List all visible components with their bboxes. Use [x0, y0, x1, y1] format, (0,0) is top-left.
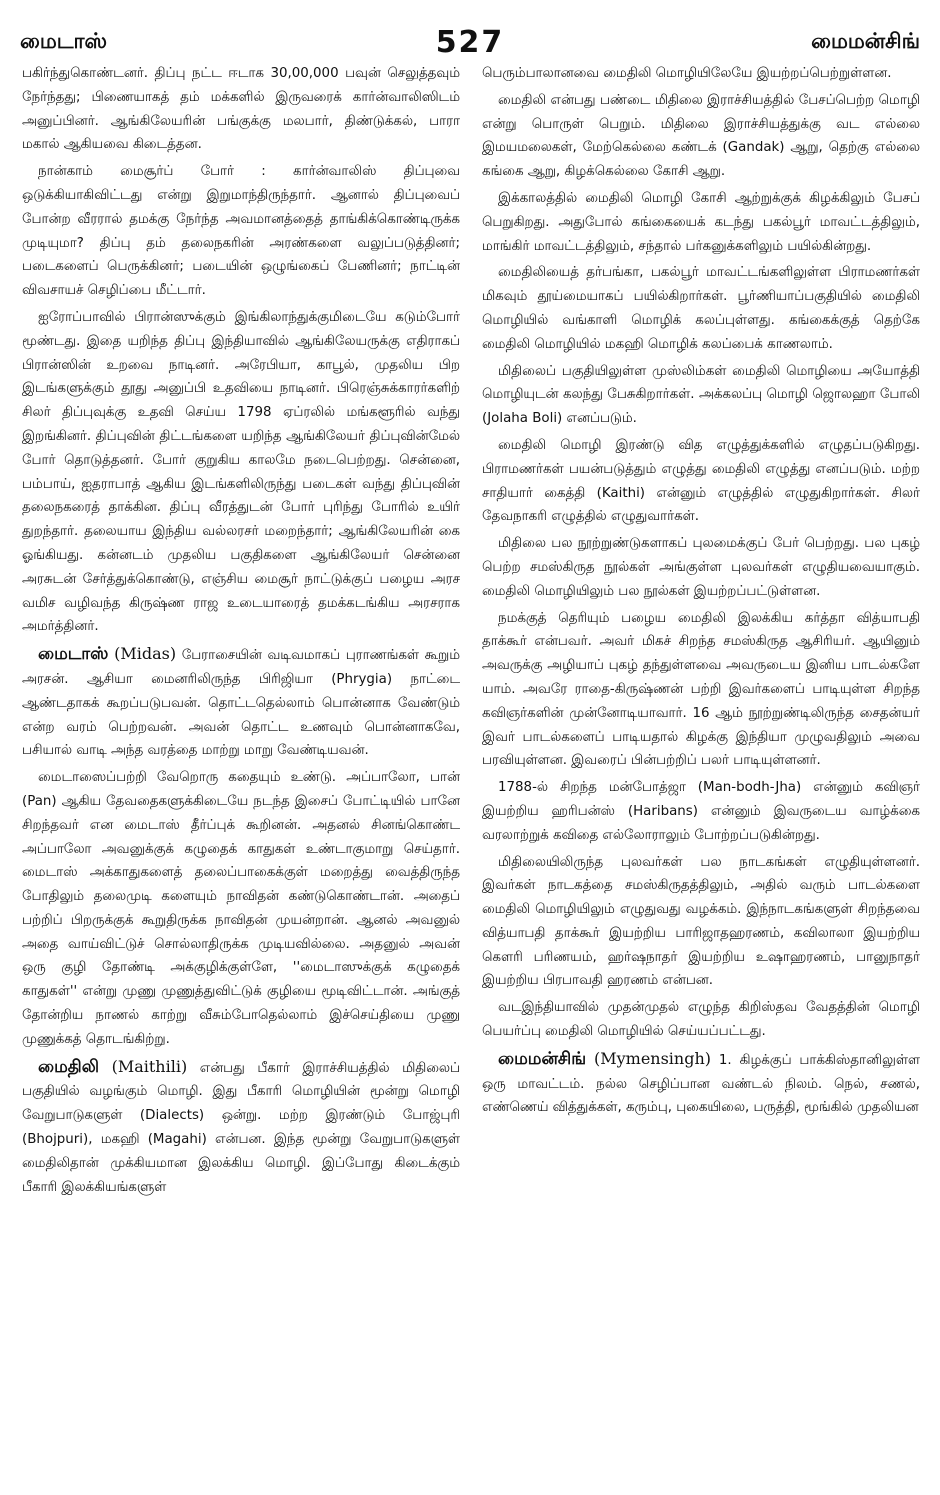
paragraph-text: மைதிலியைத் தர்பங்கா, பகல்பூர் மாவட்டங்களிலுள்ள பிராமணர்கள் மிகவும் தூய்மையாகப் பயில்கிறார்கள். பூர்ணியாப்பகுதியில் மைதிலி மொழியில் வங்காளி மொழிக் கலப்புள்ளது. கங்கைக்குத் தெற்கே மைதிலி மொழியில் மகஹி மொழிக் கலப்பைக் காணலாம்.: [482, 265, 920, 352]
paragraph-text: வடஇந்தியாவில் முதன்முதல் எழுந்த கிறிஸ்தவ வேதத்தின் மொழி பெயர்ப்பு மைதிலி மொழியில் செய்யப்பட்டது.: [482, 1000, 920, 1040]
entry-headword: மைமன்சிங்: [498, 1048, 587, 1069]
paragraph: [482, 532, 920, 603]
paragraph: [22, 306, 460, 639]
paragraph-text: 1788-ல் சிறந்த மன்போத்ஜா (Man-bodh-Jha) என்னும் கவிஞர் இயற்றிய ஹரிபன்ஸ் (Haribans) என்னும் இவருடைய வாழ்க்கை வரலாற்றுக் கவிதை எல்லோராலும் போற்றப்படுகின்றது.: [482, 780, 920, 843]
paragraph: [482, 851, 920, 994]
paragraph-text: மிதிலையிலிருந்த புலவர்கள் பல நாடகங்கள் எழுதியுள்ளனர். இவர்கள் நாடகத்தை சமஸ்கிருதத்திலும், அதில் வரும் பாடல்களை மைதிலி மொழியிலும் எழுதுவது வழக்கம். இந்நாடகங்களுள் சிறந்தவை வித்யாபதி தாக்கூர் இயற்றிய பாரிஜாதஹரணம், கவிலாலா இயற்றிய கௌரி பரிணயம், ஹர்ஷநாதர் இயற்றிய உஷாஹரணம், பானுநாதர் இயற்றிய பிரபாவதி ஹரணம் என்பன.: [482, 854, 920, 989]
paragraph: [482, 607, 920, 774]
entry-paragraph: [22, 1055, 460, 1200]
paragraph: [482, 776, 920, 847]
paragraph: [482, 996, 920, 1044]
paragraph-text: நமக்குத் தெரியும் பழைய மைதிலி இலக்கிய கர்த்தா வித்யாபதி தாக்கூர் என்பவர். அவர் மிகச் சிறந்த சமஸ்கிருத ஆசிரியர். ஆயினும் அவருக்கு அழியாப் புகழ் தந்துள்ளவை அவருடைய இனிய பாடல்களே யாம். அவரே ராதை-கிருஷ்ணன் பற்றி இவர்களைப் பாடியுள்ள சிறந்த கவிஞர்களின் முன்னோடியாவார். 16 ஆம் நூற்றுண்டிலிருந்த சைதன்யர் இவர் பாடல்களைப் பாடியதால் கிழக்கு இந்தியா முழுவதிலும் அவை பரவியுள்ளன. இவரைப் பின்பற்றிப் பலர் பாடியுள்ளனர்.: [482, 610, 920, 769]
paragraph: [482, 360, 920, 431]
paragraph-text: மிதிலை பல நூற்றுண்டுகளாகப் புலமைக்குப் பேர் பெற்றது. பல புகழ் பெற்ற சமஸ்கிருத நூல்கள் அங்குள்ள புலவர்கள் எழுதியவையாகும். மைதிலி மொழியிலும் பல நூல்கள் இயற்றப்பட்டுள்ளன.: [482, 536, 920, 599]
paragraph: [482, 261, 920, 356]
paragraph-text: நான்காம் மைசூர்ப் போர் : கார்ன்வாலிஸ் திப்புவை ஒடுக்கியாகிவிட்டது என்று இறுமாந்திருந்தார். ஆனால் திப்புவைப் போன்ற வீரரால் தமக்கு நேர்ந்த அவமானத்தைத் தாங்கிக்கொண்டிருக்க முடியுமா? திப்பு தம் தலைநகரின் அரண்களை வலுப்படுத்தினர்; படைகளைப் பெருக்கினர்; படையின் ஒழுங்கைப் பேணினர்; நாட்டின் விவசாயச் செழிப்பை மீட்டார்.: [22, 164, 460, 299]
paragraph: [482, 62, 920, 86]
entry-headword: மைதிலி: [38, 1056, 100, 1077]
paragraph: [482, 89, 920, 184]
paragraph-text: பெரும்பாலானவை மைதிலி மொழியிலேயே இயற்றப்பெற்றுள்ளன.: [482, 66, 892, 81]
entry-paragraph: [482, 1047, 920, 1120]
running-head: [20, 22, 920, 62]
paragraph-text: பகிர்ந்துகொண்டனர். திப்பு நட்ட ஈடாக 30,00,000 பவுன் செலுத்தவும் நேர்ந்தது; பிணையாகத் தம் மக்களில் இருவரைக் கார்ன்வாலிஸிடம் அனுப்பினர். ஆங்கிலேயரின் பங்குக்கு மலபார், திண்டுக்கல், பாரா மகால் ஆகியவை கிடைத்தன.: [22, 66, 460, 153]
paragraph-text: என்பது பீகார் இராச்சியத்தில் மிதிலைப் பகுதியில் வழங்கும் மொழி. இது பீகாரி மொழியின் மூன்று மொழி வேறுபாடுகளுள் (Dialects) ஒன்று. மற்ற இரண்டும் போஜ்புரி (Bhojpuri), மகஹி (Magahi) என்பன. இந்த மூன்று வேறுபாடுகளுள் மைதிலிதான் முக்கியமான இலக்கிய மொழி. இப்போது கிடைக்கும் பீகாரி இலக்கியங்களுள்: [22, 1060, 460, 1195]
entry-latin-name: (Mymensingh): [593, 1048, 712, 1068]
paragraph: [22, 766, 460, 1052]
entry-headword: மைடாஸ்: [38, 644, 109, 665]
entry-latin-name: (Maithili): [111, 1056, 188, 1076]
text-columns: [22, 62, 920, 1481]
entry-latin-name: (Midas): [114, 644, 177, 664]
paragraph-text: பேராசையின் வடிவமாகப் புராணங்கள் கூறும் அரசன். ஆசியா மைனரிலிருந்த பிரிஜியா (Phrygia) நாட்டை ஆண்டதாகக் கூறப்படுபவன். தொட்டதெல்லாம் பொன்னாக வேண்டும் என்ற வரம் பெற்றவன். அவன் தொட்ட உணவும் பொன்னாகவே, பசியால் வாடி அந்த வரத்தை மாற்று மாறு வேண்டியவன்.: [22, 648, 460, 759]
paragraph-text: இக்காலத்தில் மைதிலி மொழி கோசி ஆற்றுக்குக் கிழக்கிலும் பேசப் பெறுகிறது. அதுபோல் கங்கையைக் கடந்து பகல்பூர் மாவட்டத்திலும், மாங்கிர் மாவட்டத்திலும், சந்தால் பர்கனுக்களிலும் பயில்கின்றது.: [482, 190, 920, 254]
paragraph-text: மைடாஸைப்பற்றி வேறொரு கதையும் உண்டு. அப்பாலோ, பான் (Pan) ஆகிய தேவதைகளுக்கிடையே நடந்த இசைப் போட்டியில் பானே சிறந்தவர் என மைடாஸ் தீர்ப்புக் கூறினன். அதனல் சினங்கொண்ட அப்பாலோ அவனுக்குக் கழுதைக் காதுகள் உண்டாகுமாறு செய்தார். மைடாஸ் அக்காதுகளைத் தலைப்பாகைக்குள் மறைத்து வைத்திருந்த போதிலும் தலைமுடி களையும் நாவிதன் கண்டுகொண்டான். அதைப் பற்றிப் பிறருக்குக் கூறுதிருக்க நாவிதன் முயன்றான். ஆனல் அவனுல் அதை வாய்விட்டுச் சொல்லாதிருக்க முடியவில்லை. அதனுல் அவன் ஒரு குழி தோண்டி அக்குழிக்குள்ளே, ''மைடாஸுக்குக் கழுதைக் காதுகள்'' என்று முணு முணுத்துவிட்டுக் குழியை மூடிவிட்டான். அங்குத் தோன்றிய நாணல் காற்று வீசும்போதெல்லாம் இச்செய்தியை முணு முணுக்கத் தொடங்கிற்று.: [22, 770, 460, 1047]
entry-paragraph: [22, 642, 460, 763]
header-left-guide-word: மைடாஸ்: [20, 28, 108, 53]
left-column: [22, 62, 460, 1481]
paragraph: [22, 62, 460, 157]
paragraph-text: மைதிலி என்பது பண்டை மிதிலை இராச்சியத்தில் பேசப்பெற்ற மொழி என்று பொருள் பெறும். மிதிலை இராச்சியத்துக்கு வட எல்லை இமயமலைகள், மேற்கெல்லை கண்டக் (Gandak) ஆறு, தெற்கு எல்லை கங்கை ஆறு, கிழக்கெல்லை கோசி ஆறு.: [482, 92, 920, 180]
paragraph-text: மைதிலி மொழி இரண்டு வித எழுத்துக்களில் எழுதப்படுகிறது. பிராமணர்கள் பயன்படுத்தும் எழுத்து மைதிலி எழுத்து எனப்படும். மற்ற சாதியார் கைத்தி (Kaithi) என்னும் எழுத்தில் எழுதுகிறார்கள். சிலர் தேவநாகரி எழுத்தில் எழுதுவார்கள்.: [482, 437, 920, 525]
paragraph-text: 1. கிழக்குப் பாக்கிஸ்தானிலுள்ள ஒரு மாவட்டம். நல்ல செழிப்பான வண்டல் நிலம். நெல், சணல், எண்ணெய் வித்துக்கள், கரும்பு, புகையிலை, பருத்தி, மூங்கில் முதலியன: [482, 1052, 920, 1116]
page-number: 527: [435, 24, 505, 60]
paragraph: [22, 160, 460, 303]
paragraph: [482, 187, 920, 258]
paragraph-text: மிதிலைப் பகுதியிலுள்ள முஸ்லிம்கள் மைதிலி மொழியை அயோத்தி மொழியுடன் கலந்து பேசுகிறார்கள். அக்கலப்பு மொழி ஜொலஹா போலி (Jolaha Boli) எனப்படும்.: [482, 363, 920, 427]
right-column: [482, 62, 920, 1481]
paragraph: [482, 434, 920, 529]
header-right-guide-word: மைமன்சிங்: [811, 28, 920, 53]
paragraph-text: ஐரோப்பாவில் பிரான்ஸுக்கும் இங்கிலாந்துக்குமிடையே கடும்போர் மூண்டது. இதை யறிந்த திப்பு இந்தியாவில் ஆங்கிலேயருக்கு எதிராகப் பிரான்ஸின் உறவை நாடினர். அரேபியா, காபூல், முதலிய பிற இடங்களுக்கும் தூது அனுப்பி உதவியை நாடினர். பிரெஞ்சுக்காரர்களிற் சிலர் திப்புவுக்கு உதவி செய்ய 1798 ஏப்ரலில் மங்களூரில் வந்து இறங்கினர். திப்புவின் திட்டங்களை யறிந்த ஆங்கிலேயர் திப்புவின்மேல் போர் தொடுத்தனர். போர் குறுகிய காலமே நடைபெற்றது. சென்னை, பம்பாய், ஐதராபாத் ஆகிய இடங்களிலிருந்து படைகள் வந்து திப்புவின் தலைநகரைத் தாக்கின. திப்பு வீரத்துடன் போர் புரிந்து போரில் உயிர் துறந்தார். தலையாய இந்திய வல்லரசர் மறைந்தார்; ஆங்கிலேயரின் கை ஓங்கியது. கன்னடம் முதலிய பகுதிகளை ஆங்கிலேயர் சென்னை அரசுடன் சேர்த்துக்கொண்டு, எஞ்சிய மைசூர் நாட்டுக்குப் பழைய அரச வமிச வழிவந்த கிருஷ்ண ராஜ உடையாரைத் தமக்கடங்கிய அரசராக அமர்த்தினர்.: [22, 309, 460, 635]
